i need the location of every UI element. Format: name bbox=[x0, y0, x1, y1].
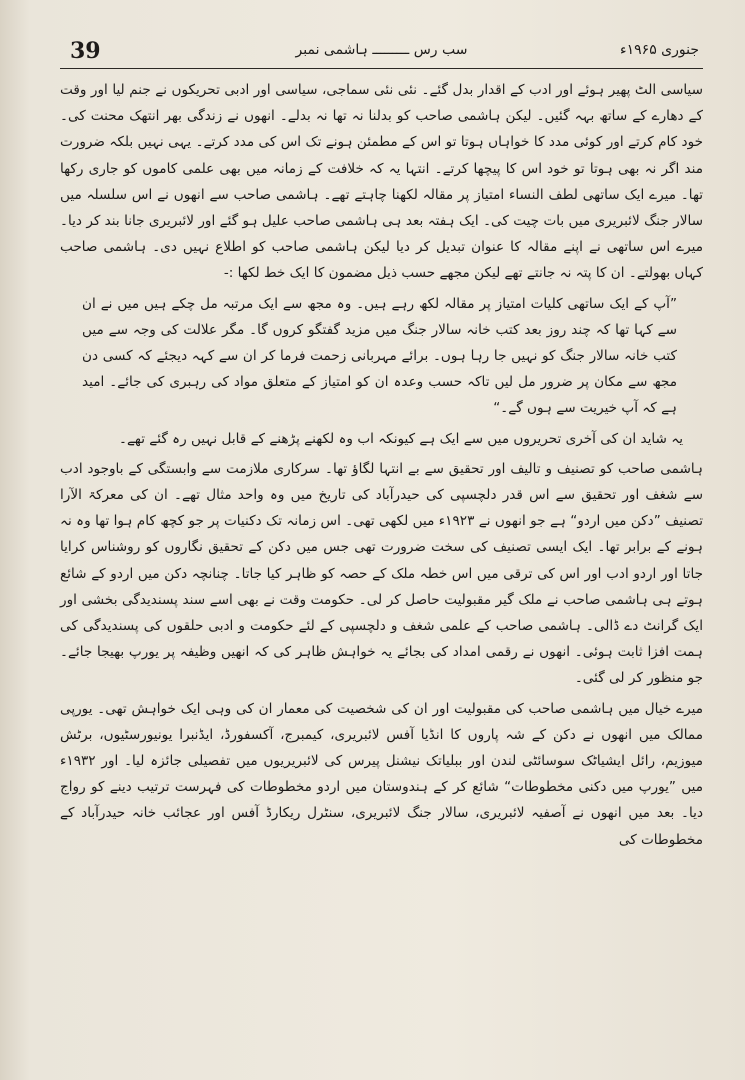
page-header bbox=[60, 38, 703, 69]
paragraph-3: میرے خیال میں ہاشمی صاحب کی مقبولیت اور ان کی شخصیت کی معمار ان کی وہی ایک خواہش تھی۔ یورپی ممالک میں انھوں نے دکن کے شہ پاروں کا انڈیا آفس لائبریری، کیمبرج، آکسفورڈ، ایڈنبرا یونیورسٹیوں، برٹش میوزیم، رائل ایشیاٹک سوسائٹی لندن اور ببلیاتک نیشنل پیرس کی لائبریریوں میں تفصیلی جائزہ لیا۔ اور ۱۹۳۲ء میں ”یورپ میں دکنی مخطوطات“ شائع کر کے ہندوستان میں اردو مخطوطات کی فہرست ترتیب دینے کو رواج دیا۔ بعد میں انھوں نے آصفیہ لائبریری، سالار جنگ لائبریری، سنٹرل ریکارڈ آفس اور عجائب خانہ حیدرآباد کے مخطوطات کی bbox=[60, 700, 703, 848]
article-body bbox=[60, 77, 703, 853]
paragraph-2: ہاشمی صاحب کو تصنیف و تالیف اور تحقیق سے بے انتہا لگاؤ تھا۔ سرکاری ملازمت سے وابستگی کے باوجود ادب سے شغف اور تحقیق سے اس قدر دلچسپی کی حیدرآباد کی تاریخ میں وہ واحد مثال تھے۔ ان کی معرکۃ الآرا تصنیف ”دکن میں اردو“ ہے جو انھوں نے ۱۹۲۳ء میں لکھی تھی۔ اس زمانہ تک دکنیات پر جو کچھ کام ہوا تھا وہ نہ ہونے کے برابر تھا۔ ایک ایسی تصنیف کی سخت ضرورت تھی جس میں دکن کے تحقیق نگاروں کو روشناس کرایا جاتا اور اردو ادب اور اس کی ترقی میں اس خطہ ملک کے حصہ کو ظاہر کیا جاتا۔ چنانچہ دکن میں اردو کے شائع ہوتے ہی ہاشمی صاحب نے ملک گیر مقبولیت حاصل کر لی۔ حکومت وقت نے بھی اسے سند پسندیدگی بخشی اور ایک گرانٹ دے ڈالی۔ ہاشمی صاحب کے علمی شغف و دلچسپی کے لئے حکومت و ادبی حلقوں کی پسندیدگی کی ہمت افزا ثابت ہوئی۔ انھوں نے رقمی امداد کی بجائے یہ خواہش ظاہر کی کہ انھیں وظیفہ پر یورپ بھیجا جائے۔ جو منظور کر لی گئی۔ bbox=[60, 460, 703, 687]
quoted-letter: ”آپ کے ایک ساتھی کلیات امتیاز پر مقالہ لکھ رہے ہیں۔ وہ مجھ سے ایک مرتبہ مل چکے ہیں میں نے ان سے کہا تھا کہ چند روز بعد کتب خانہ سالار جنگ میں مزید گفتگو کروں گا۔ مگر علالت کی وجہ سے میں کتب خانہ سالار جنگ کو نہیں جا رہا ہوں۔ برائے مہربانی زحمت فرما کر ان سے کہہ دیجئے کہ کسی دن مجھ سے مکان پر ضرور مل لیں تاکہ حسب وعدہ ان کو امتیاز کے متعلق مواد کی رہبری کی جائے۔ امید ہے کہ آپ خیریت سے ہوں گے۔“ bbox=[82, 295, 677, 417]
letter-remark: یہ شاید ان کی آخری تحریروں میں سے ایک ہے کیونکہ اب وہ لکھنے پڑھنے کے قابل نہیں رہ گئے تھے۔ bbox=[119, 430, 683, 447]
paragraph-1: سیاسی الٹ پھیر ہوئے اور ادب کے اقدار بدل گئے۔ نئی نئی سماجی، سیاسی اور ادبی تحریکوں نے جنم لیا اور وقت کے دھارے کے ساتھ بہہ گئیں۔ لیکن ہاشمی صاحب کو بدلنا نہ تھا نہ بدلے۔ انھوں نے زندگی بھر انتھک محنت کی۔ خود کام کرتے اور کوئی مدد کا خواہاں ہوتا تو اس کے مطمئن ہونے تک اس کی مدد کرتے۔ یہی نہیں بلکہ ضرورت مند اگر نہ بھی ہوتا تو خود اس کا پیچھا کرتے۔ انتہا یہ کہ خلافت کے زمانہ میں بھی علمی کاموں کو جاری رکھا تھا۔ میرے ایک ساتھی لطف النساء امتیاز پر مقالہ لکھنا چاہتے تھے۔ ہاشمی صاحب سے انھوں نے اس سلسلہ میں سالار جنگ لائبریری میں بات چیت کی۔ ایک ہفتہ بعد ہی ہاشمی صاحب علیل ہو گئے اور لائبریری جانا بند کر دیا۔ میرے اس ساتھی نے اپنے مقالہ کا عنوان تبدیل کر دیا لیکن ہاشمی صاحب کو اطلاع نہیں دی۔ ہاشمی صاحب کہاں بھولتے۔ ان کا پتہ نہ جانتے تھے لیکن مجھے حسب ذیل مضمون کا ایک خط لکھا :- bbox=[60, 82, 703, 282]
running-head: سب رس ـــــــــ ہاشمی نمبر bbox=[295, 42, 468, 58]
issue-date: جنوری ۱۹۶۵ء bbox=[620, 42, 699, 58]
page-number: 39 bbox=[70, 38, 101, 64]
